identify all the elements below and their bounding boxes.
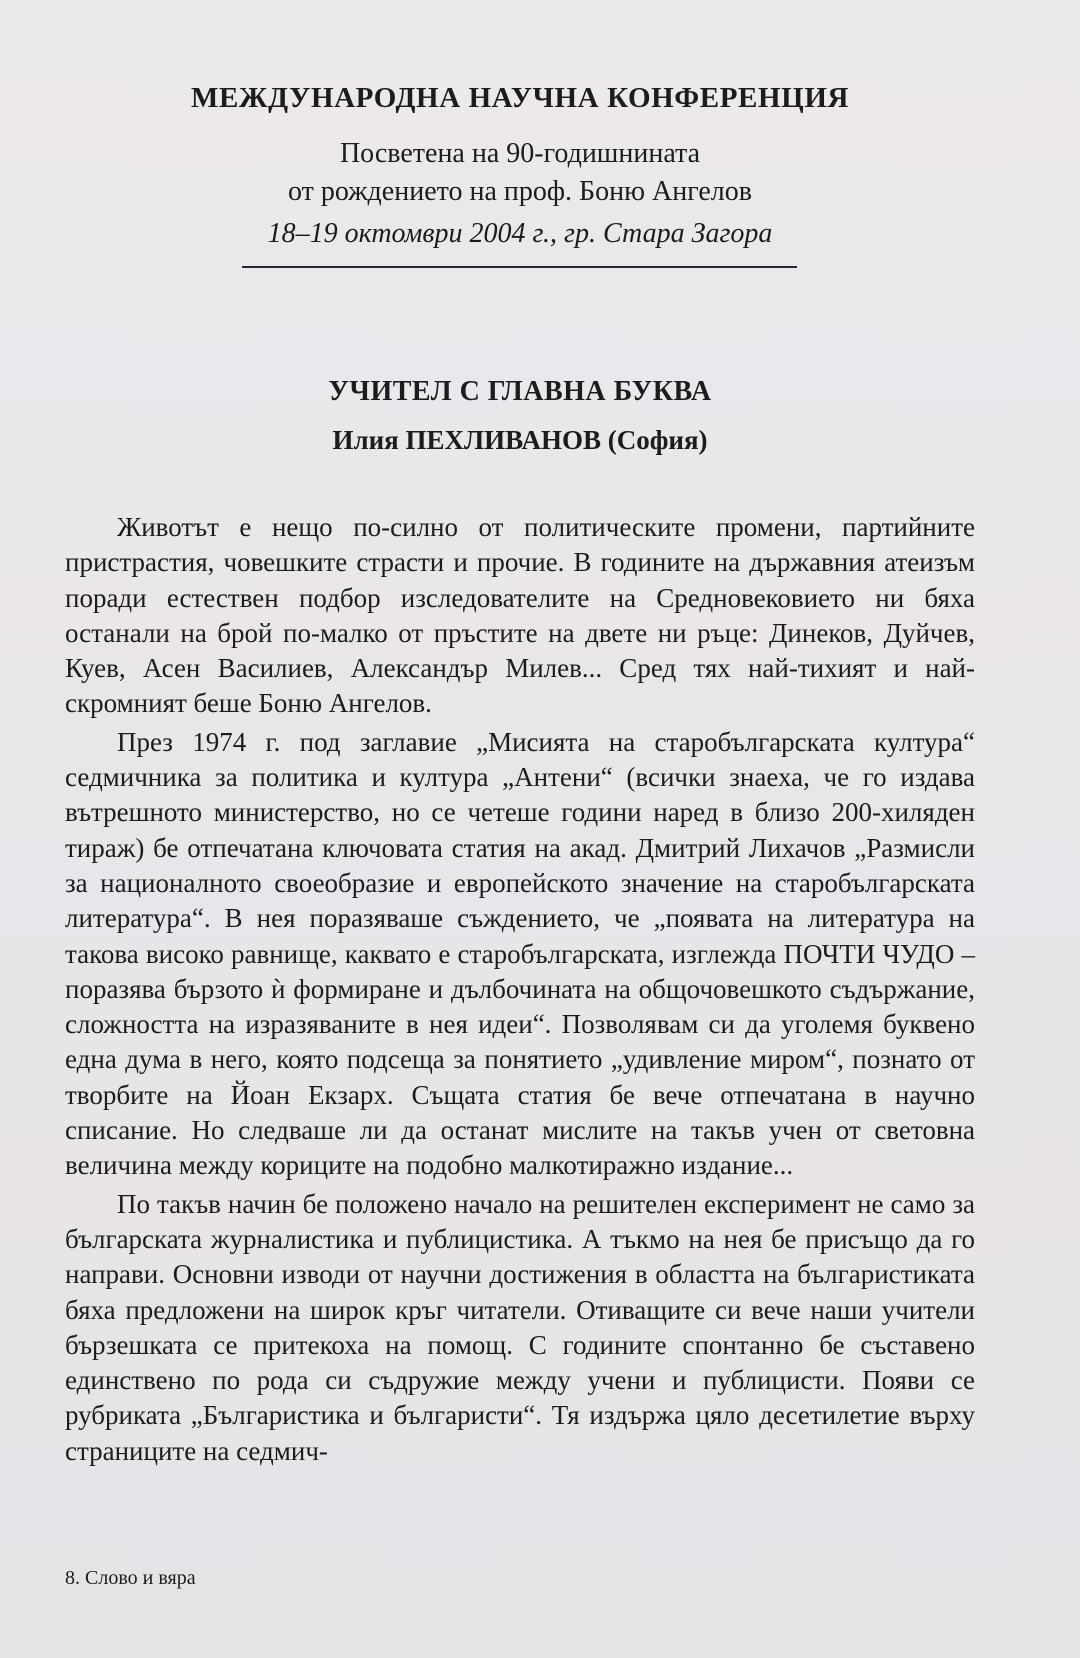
article-title: УЧИТЕЛ С ГЛАВНА БУКВА xyxy=(328,376,712,407)
conference-dates-place: 18–19 октомври 2004 г., гр. Стара Загора xyxy=(267,218,773,249)
paragraph: През 1974 г. под заглавие „Мисията на старобългарската култура“ седмичника за политика и култура „Антени“ (всички знаеха, че го издава вътрешното министерство, но се четеше години наред в близо 200-хиляден тираж) бе отпечатана ключовата статия на акад. Дмитрий Лихачов „Размисли за националното своеобразие и европейското значение на старобългарската литература“. В нея поразяваше съждението, че „появата на литература на такова високо равнище, каквато е старобългарската, изглежда ПОЧТИ ЧУДО – поразява бързото ѝ формиране и дълбочината на общочовешкото съдържание, сложността на изразяваните в нея идеи“. Позволявам си да уголемя буквено една дума в него, която подсеща за понятието „удивление миром“, познато от творбите на Йоан Екзарх. Същата статия бе вече отпечатана в научно списание. Но следваше ли да останат мислите на такъв учен от световна величина между кориците на подобно малкотиражно издание... xyxy=(65,726,975,1181)
conference-subtitle-line1: Посветена на 90-годишнината xyxy=(339,138,701,169)
header-divider xyxy=(242,266,797,268)
signature-mark: 8. Слово и вяра xyxy=(65,1567,196,1589)
article-author: Илия ПЕХЛИВАНОВ (София) xyxy=(332,425,708,455)
conference-subtitle-line2: от рождението на проф. Боню Ангелов xyxy=(288,176,752,207)
conference-title: МЕЖДУНАРОДНА НАУЧНА КОНФЕРЕНЦИЯ xyxy=(190,82,850,114)
paragraph: Животът е нещо по-силно от политическите промени, партийните пристрастия, човешките страсти и прочие. В годините на държавния атеизъм поради естествен подбор изследователите на Средновековието ни бяха останали на брой по-малко от пръстите на двете ни ръце: Динеков, Дуйчев, Куев, Асен Василиев, Александър Милев... Сред тях най-тихият и най-скромният беше Боню Ангелов. xyxy=(65,512,975,719)
article-body xyxy=(65,510,975,1472)
paragraph: По такъв начин бе положено начало на решителен експеримент не само за българската журналистика и публицистика. А тъкмо на нея бе присъщо да го направи. Основни изводи от научни достижения в областта на българистиката бяха предложени на широк кръг читатели. Отиващите си вече наши учители бързешката се притекоха на помощ. С годините спонтанно бе съставено единствено по рода си съдружие между учени и публицисти. Появи се рубриката „Българистика и българисти“. Тя издържа цяло десетилетие върху страниците на седмич- xyxy=(65,1188,975,1466)
